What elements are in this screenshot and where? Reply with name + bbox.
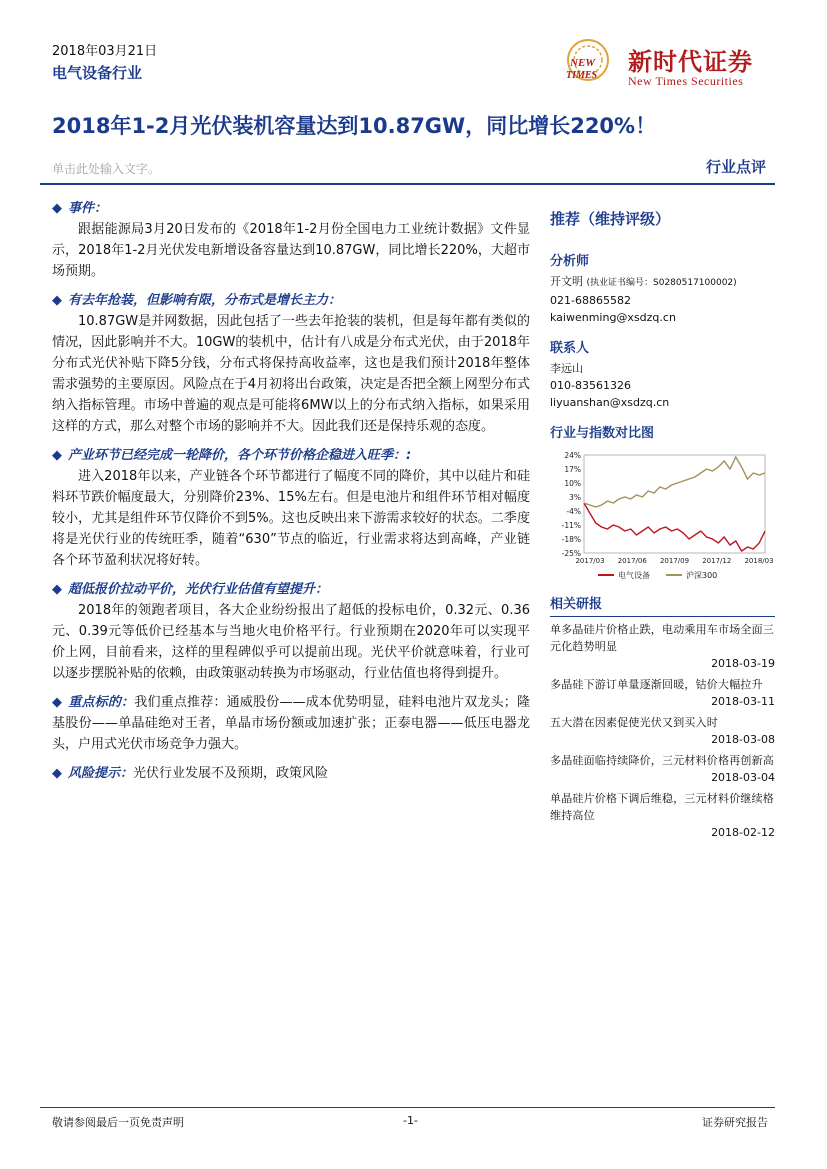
section-para: 进入2018年以来，产业链各个环节都进行了幅度不同的降价，其中以硅片和硅料环节跌价幅度最大，分别降价23%、15%左右。但是电池片和组件环节相对幅度较小，尤其是组件环节仅降价不到5%。这也反映出来下游需求较好的状态。二季度将是光伏行业的传统旺季，随着“630”节点的临近，行业需求将达到高峰，产业链各个环节盈利状况将好转。 — [52, 469, 530, 568]
rating: 推荐（维持评级） — [550, 210, 671, 228]
analyst-cert: (执业证书编号：S0280517100002) — [586, 278, 737, 288]
contact-phone: 010-83561326 — [550, 379, 631, 392]
y-tick-label: -4% — [566, 507, 581, 516]
key-picks-head: 重点标的： — [68, 695, 135, 710]
x-tick-label: 2018/03 — [744, 557, 774, 565]
diamond-icon: ◆ — [52, 448, 62, 463]
y-tick-label: 17% — [564, 465, 581, 474]
risk-note — [52, 763, 530, 784]
logo-mark-icon — [556, 38, 626, 88]
page-title: 2018年1-2月光伏装机容量达到10.87GW，同比增长220%！ — [52, 114, 657, 138]
x-tick-label: 2017/09 — [659, 557, 690, 565]
related-date: 2018-02-12 — [711, 826, 775, 839]
related-label: 相关研报 — [550, 597, 603, 612]
related-list — [550, 621, 775, 841]
main-column — [52, 198, 530, 792]
page-number: -1- — [403, 1114, 418, 1127]
industry-label: 电气设备行业 — [52, 64, 143, 82]
section-supply-chain — [52, 445, 530, 571]
section-distributed — [52, 290, 530, 437]
footer-divider — [40, 1107, 775, 1108]
logo-mark-bottom: TIMES — [566, 70, 598, 81]
section-head: 事件： — [68, 201, 108, 216]
x-tick-label: 2017/06 — [617, 557, 647, 565]
diamond-icon: ◆ — [52, 582, 62, 597]
x-tick-label: 2017/03 — [575, 557, 605, 565]
analyst-phone: 021-68865582 — [550, 294, 631, 307]
y-tick-label: -25% — [561, 549, 581, 558]
related-date: 2018-03-19 — [711, 657, 775, 670]
contact-email[interactable]: liyuanshan@xsdzq.cn — [550, 396, 670, 409]
section-head: 超低报价拉动平价，光伏行业估值有望提升： — [68, 582, 329, 597]
related-title[interactable]: 五大潜在因素促使光伏又到买入时 — [550, 716, 718, 729]
report-date: 2018年03月21日 — [52, 44, 158, 59]
subtitle-placeholder[interactable]: 单击此处输入文字。 — [52, 162, 161, 176]
related-date: 2018-03-11 — [711, 695, 775, 708]
series-line — [584, 457, 765, 507]
header-divider — [40, 183, 775, 185]
footer-report-type: 证券研究报告 — [702, 1116, 768, 1129]
y-tick-label: -11% — [561, 521, 581, 530]
contact-name: 李远山 — [550, 362, 583, 375]
related-date: 2018-03-04 — [711, 771, 775, 784]
section-para: 2018年的领跑者项目，各大企业纷纷报出了超低的投标电价，0.32元、0.36元、0.39元等低价已经基本与当地火电价格平行。行业预期在2020年可以实现平价上网，目前看来，这样的里程碑似乎可以提前出现。光伏平价就意味着，行业可以逐步摆脱补贴的依赖，由政策驱动转换为市场驱动，行业估值也将得到提升。 — [52, 603, 530, 681]
related-title[interactable]: 多晶硅面临持续降价，三元材料价格再创新高 — [550, 754, 774, 767]
y-tick-label: 3% — [569, 493, 581, 502]
section-para: 10.87GW是并网数据，因此包括了一些去年抢装的装机，但是每年都有类似的情况，因此影响并不大。10GW的装机中，估计有八成是分布式光伏，由于2018年分布式光伏补贴下降5分钱，分布式将保持高收益率，这也是我们预计2018年整体需求强势的主要原因。风险点在于4月初将出台政策，决定是否把全额上网型分布式纳入指标管理。市场中普遍的观点是可能将6MW以上的分布式纳入指标，如果采用这样的方式，那么对整个市场的影响并不大。因此我们还是保持乐观的态度。 — [52, 314, 530, 434]
related-date: 2018-03-08 — [711, 733, 775, 746]
diamond-icon: ◆ — [52, 201, 62, 216]
diamond-icon: ◆ — [52, 293, 62, 308]
related-title[interactable]: 单晶硅片价格下调后维稳，三元材料价继续格维持高位 — [550, 792, 774, 822]
legend-label: 电气设备 — [618, 571, 650, 580]
plot-frame — [584, 455, 765, 553]
contact-label: 联系人 — [550, 341, 590, 356]
y-tick-label: 24% — [564, 451, 581, 460]
section-head: 有去年抢装，但影响有限，分布式是增长主力： — [68, 293, 342, 308]
risk-text: 光伏行业发展不及预期，政策风险 — [133, 766, 329, 781]
section-head: 产业环节已经完成一轮降价，各个环节价格企稳进入旺季：: — [68, 448, 412, 463]
logo-en: New Times Securities — [628, 74, 744, 88]
key-picks-text: 我们重点推荐：通威股份——成本优势明显，硅料电池片双龙头；隆基股份——单晶硅绝对王者，单晶市场份额或加速扩张；正泰电器——低压电器龙头，户用式光伏市场竞争力强大。 — [52, 695, 530, 752]
diamond-icon: ◆ — [52, 766, 62, 781]
chart-label: 行业与指数对比图 — [550, 426, 655, 441]
risk-head: 风险提示： — [68, 766, 134, 781]
section-event — [52, 198, 530, 282]
analyst-name: 开文明 — [550, 275, 583, 288]
series-line — [584, 503, 765, 551]
related-title[interactable]: 单多晶硅片价格止跌，电动乘用车市场全面三元化趋势明显 — [550, 623, 774, 653]
section-para: 跟据能源局3月20日发布的《2018年1-2月份全国电力工业统计数据》文件显示，2018年1-2月光伏发电新增设备容量达到10.87GW，同比增长220%，大超市场预期。 — [52, 222, 530, 279]
y-tick-label: -18% — [561, 535, 581, 544]
doc-type: 行业点评 — [706, 158, 767, 176]
logo-cn: 新时代证券 — [628, 47, 753, 76]
y-tick-label: 10% — [564, 479, 581, 488]
comparison-chart — [550, 449, 775, 584]
sidebar — [550, 198, 775, 845]
footer-disclaimer: 敬请参阅最后一页免责声明 — [52, 1116, 184, 1129]
x-tick-label: 2017/12 — [702, 557, 732, 565]
related-title[interactable]: 多晶硅下游订单量逐渐回暖，钴价大幅拉升 — [550, 678, 763, 691]
diamond-icon: ◆ — [52, 695, 63, 710]
legend-label: 沪深300 — [686, 571, 718, 580]
analyst-label: 分析师 — [550, 254, 590, 269]
analyst-email[interactable]: kaiwenming@xsdzq.cn — [550, 311, 676, 324]
logo-mark-top: NEW — [570, 57, 596, 69]
related-divider — [550, 616, 775, 617]
key-picks — [52, 692, 530, 755]
section-valuation — [52, 579, 530, 684]
